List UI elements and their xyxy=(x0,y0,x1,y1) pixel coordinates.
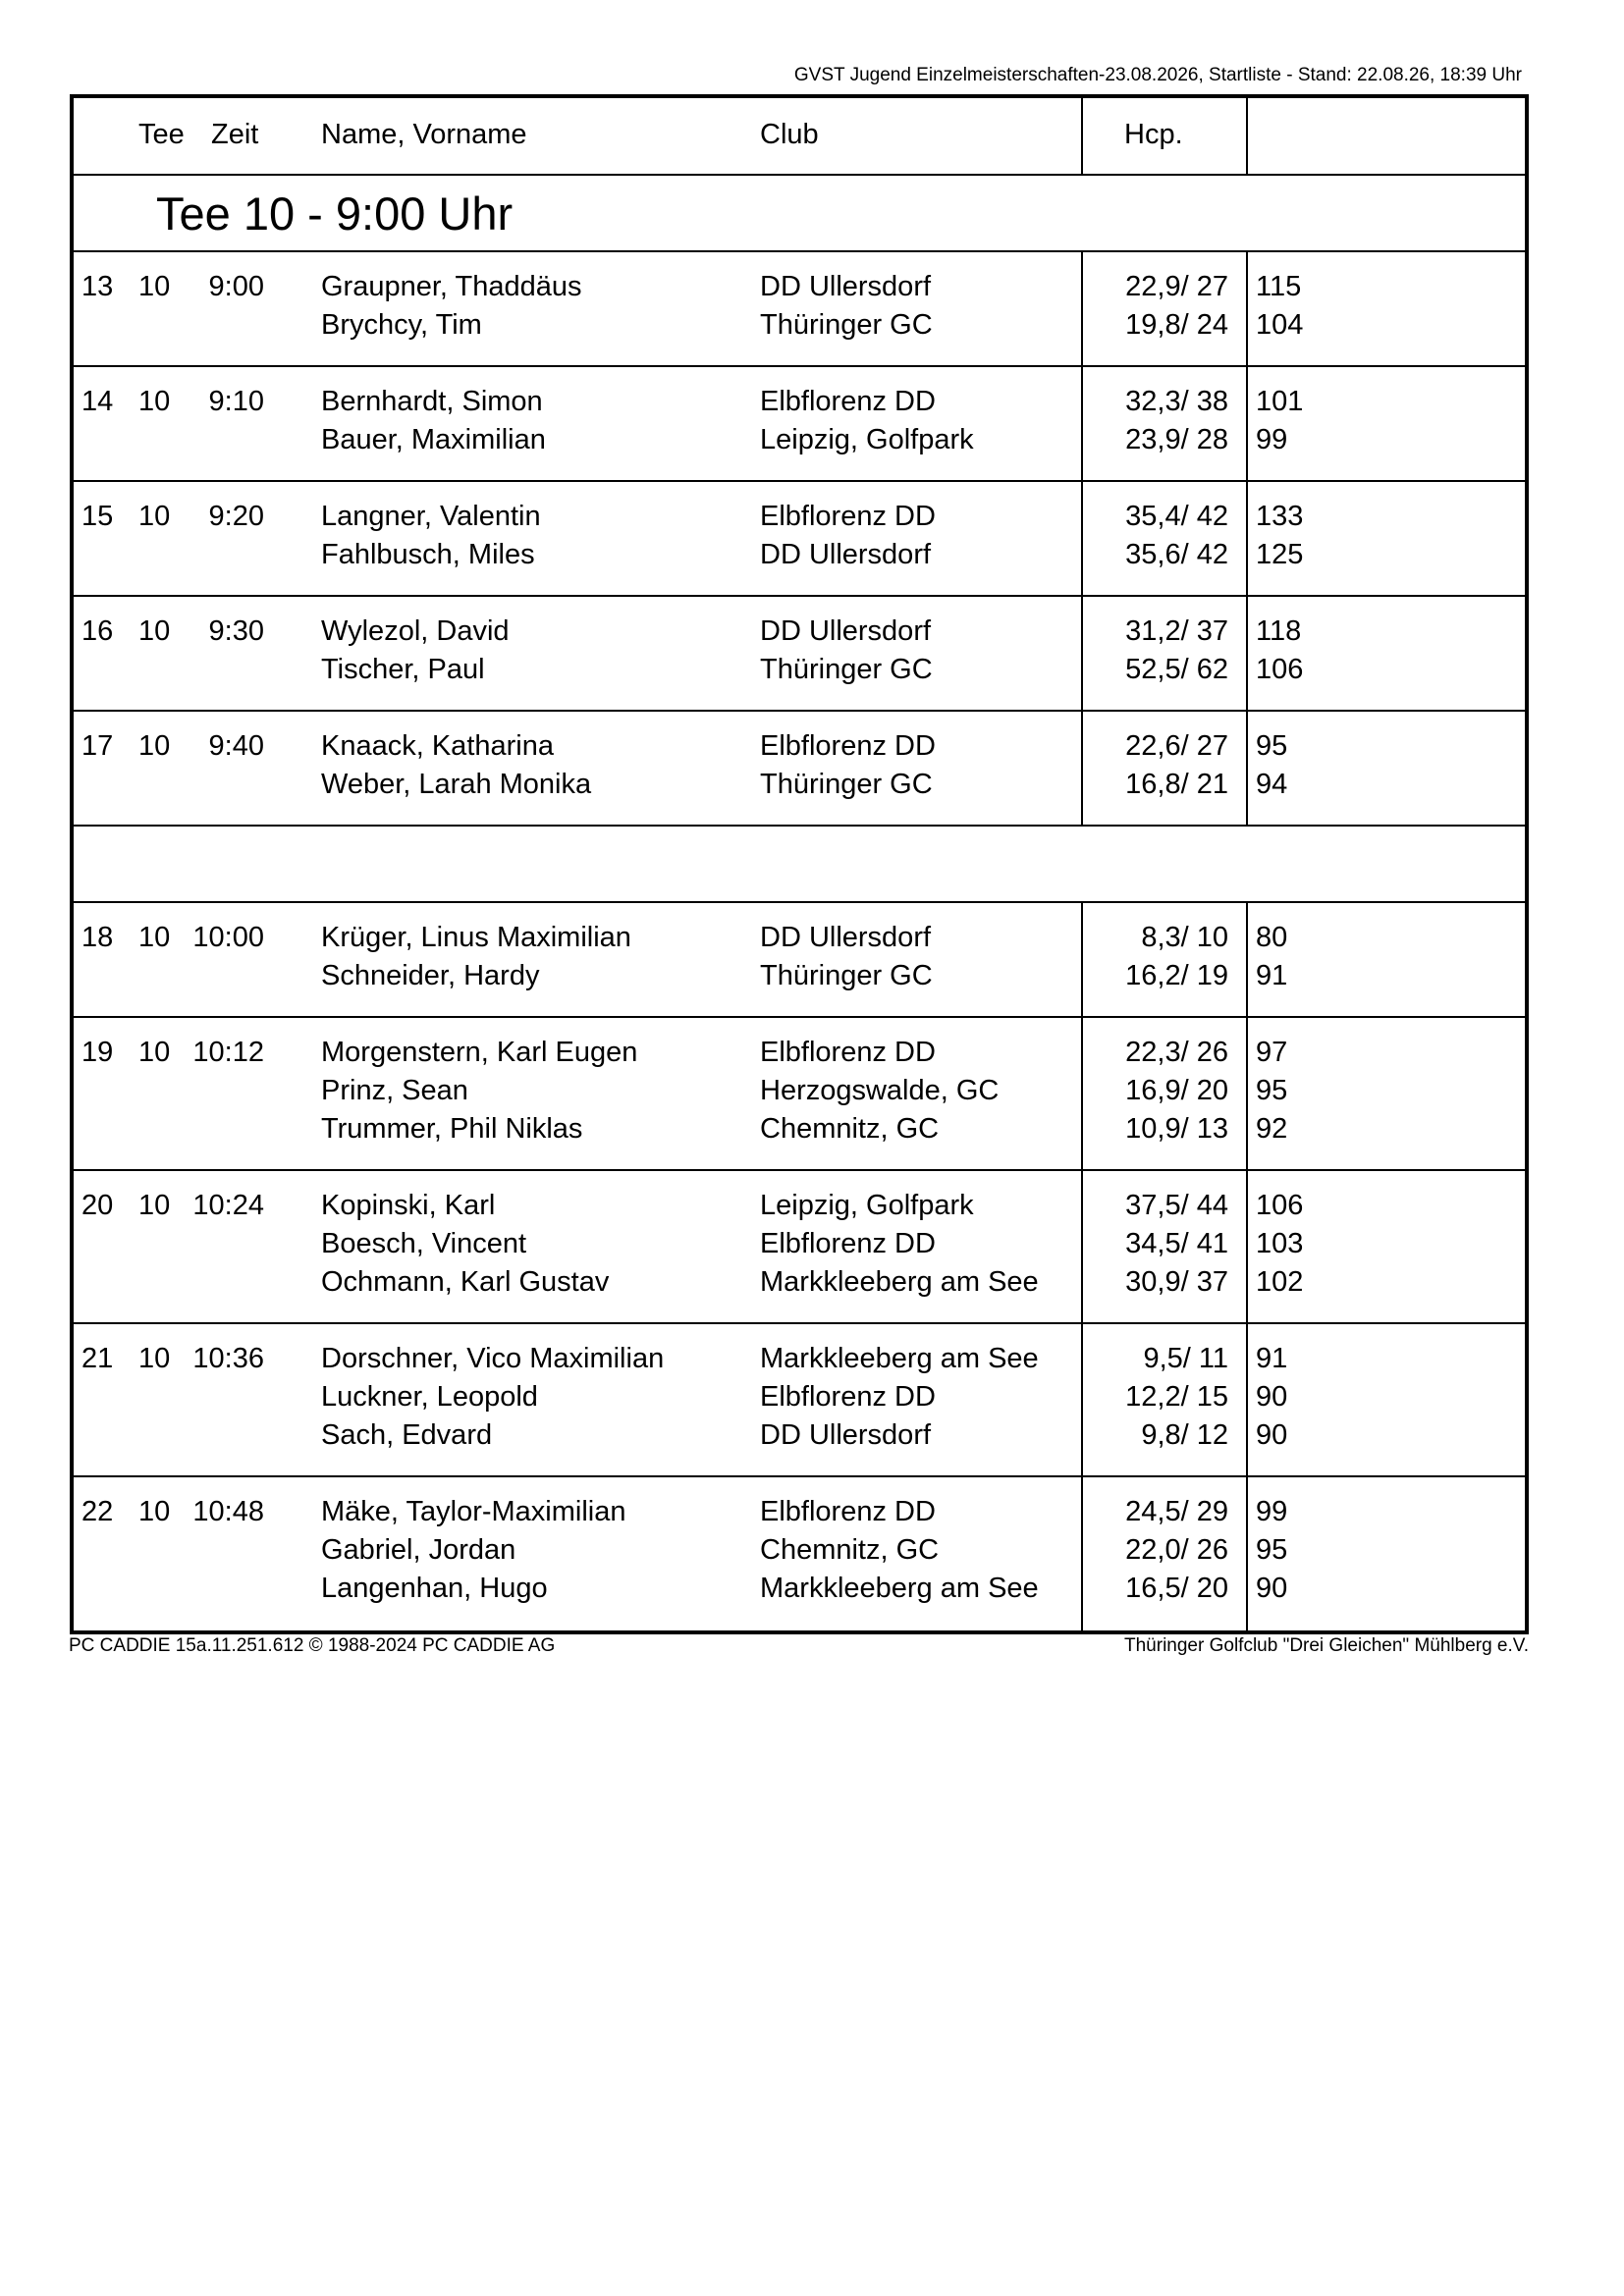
flight-row xyxy=(74,597,1525,712)
player-points: 101 xyxy=(1256,386,1304,417)
player-name: Ochmann, Karl Gustav xyxy=(321,1266,610,1298)
player-hcp: 23,9/ 28 xyxy=(1125,424,1228,455)
player-hcp: 9,8/ 12 xyxy=(1141,1419,1228,1451)
player-points: 92 xyxy=(1256,1113,1288,1145)
player-points: 95 xyxy=(1256,1534,1288,1566)
player-points: 99 xyxy=(1256,424,1288,455)
flight-time: 10:48 xyxy=(192,1496,264,1527)
flight-time: 9:30 xyxy=(208,615,264,647)
flight-number: 17 xyxy=(81,730,114,762)
column-divider xyxy=(1246,482,1248,595)
player-points: 133 xyxy=(1256,501,1304,532)
column-divider xyxy=(1081,1018,1083,1169)
player-hcp: 22,6/ 27 xyxy=(1125,730,1228,762)
player-name: Boesch, Vincent xyxy=(321,1228,527,1259)
flight-row xyxy=(74,1477,1525,1630)
flight-tee: 10 xyxy=(138,730,171,762)
player-hcp: 35,6/ 42 xyxy=(1125,539,1228,570)
player-name: Luckner, Leopold xyxy=(321,1381,538,1413)
player-points: 90 xyxy=(1256,1381,1288,1413)
flight-time: 10:00 xyxy=(192,922,264,953)
column-divider xyxy=(1246,98,1248,174)
col-tee-header: Tee xyxy=(138,119,185,150)
column-header-row xyxy=(74,98,1525,176)
column-divider xyxy=(1246,1477,1248,1630)
column-divider xyxy=(1081,903,1083,1016)
player-hcp: 52,5/ 62 xyxy=(1125,654,1228,685)
flight-row xyxy=(74,367,1525,482)
player-name: Graupner, Thaddäus xyxy=(321,271,582,302)
column-divider xyxy=(1246,712,1248,825)
player-points: 125 xyxy=(1256,539,1304,570)
player-hcp: 16,9/ 20 xyxy=(1125,1075,1228,1106)
flight-number: 14 xyxy=(81,386,114,417)
player-club: Elbflorenz DD xyxy=(760,501,936,532)
column-divider xyxy=(1246,252,1248,365)
flight-tee: 10 xyxy=(138,271,171,302)
flight-row xyxy=(74,903,1525,1018)
column-divider xyxy=(1246,1171,1248,1322)
player-club: Markkleeberg am See xyxy=(760,1266,1039,1298)
player-points: 104 xyxy=(1256,309,1304,341)
flight-time: 10:12 xyxy=(192,1037,264,1068)
flight-time: 9:00 xyxy=(208,271,264,302)
flight-tee: 10 xyxy=(138,1496,171,1527)
flight-number: 19 xyxy=(81,1037,114,1068)
column-divider xyxy=(1081,1477,1083,1630)
footer-club: Thüringer Golfclub "Drei Gleichen" Mühlberg e.V. xyxy=(1124,1635,1529,1656)
player-name: Fahlbusch, Miles xyxy=(321,539,535,570)
flight-number: 22 xyxy=(81,1496,114,1527)
player-hcp: 12,2/ 15 xyxy=(1125,1381,1228,1413)
flight-time: 10:36 xyxy=(192,1343,264,1374)
player-hcp: 19,8/ 24 xyxy=(1125,309,1228,341)
player-club: Chemnitz, GC xyxy=(760,1113,940,1145)
column-divider xyxy=(1081,597,1083,710)
flight-row xyxy=(74,1171,1525,1324)
player-club: Chemnitz, GC xyxy=(760,1534,940,1566)
column-divider xyxy=(1081,98,1083,174)
column-divider xyxy=(1081,712,1083,825)
flight-time: 9:10 xyxy=(208,386,264,417)
player-name: Langenhan, Hugo xyxy=(321,1573,548,1604)
player-name: Langner, Valentin xyxy=(321,501,541,532)
player-points: 80 xyxy=(1256,922,1288,953)
col-hcp-header: Hcp. xyxy=(1124,119,1183,150)
document-header: GVST Jugend Einzelmeisterschaften-23.08.2026, Startliste - Stand: 22.08.26, 18:39 Uhr xyxy=(793,65,1522,85)
player-points: 99 xyxy=(1256,1496,1288,1527)
column-divider xyxy=(1246,903,1248,1016)
player-club: DD Ullersdorf xyxy=(760,1419,932,1451)
player-points: 95 xyxy=(1256,1075,1288,1106)
player-name: Schneider, Hardy xyxy=(321,960,540,991)
player-points: 102 xyxy=(1256,1266,1304,1298)
flight-row xyxy=(74,1324,1525,1477)
player-points: 91 xyxy=(1256,1343,1288,1374)
player-club: Elbflorenz DD xyxy=(760,730,936,762)
col-name-header: Name, Vorname xyxy=(321,119,527,150)
player-name: Tischer, Paul xyxy=(321,654,485,685)
footer-software: PC CADDIE 15a.11.251.612 © 1988-2024 PC CADDIE AG xyxy=(69,1635,556,1656)
flight-tee: 10 xyxy=(138,386,171,417)
flight-tee: 10 xyxy=(138,501,171,532)
section-title: Tee 10 - 9:00 Uhr xyxy=(156,187,514,240)
player-hcp: 24,5/ 29 xyxy=(1125,1496,1228,1527)
player-hcp: 16,5/ 20 xyxy=(1125,1573,1228,1604)
player-points: 115 xyxy=(1256,271,1302,302)
flight-number: 15 xyxy=(81,501,114,532)
player-name: Prinz, Sean xyxy=(321,1075,468,1106)
player-hcp: 16,2/ 19 xyxy=(1125,960,1228,991)
flight-time: 10:24 xyxy=(192,1190,264,1221)
column-divider xyxy=(1081,1171,1083,1322)
player-name: Bernhardt, Simon xyxy=(321,386,543,417)
col-time-header: Zeit xyxy=(211,119,259,150)
player-hcp: 10,9/ 13 xyxy=(1125,1113,1228,1145)
player-club: Thüringer GC xyxy=(760,309,933,341)
flight-tee: 10 xyxy=(138,1190,171,1221)
player-hcp: 16,8/ 21 xyxy=(1125,769,1228,800)
player-points: 103 xyxy=(1256,1228,1304,1259)
flight-tee: 10 xyxy=(138,1037,171,1068)
player-club: Elbflorenz DD xyxy=(760,1381,936,1413)
player-points: 106 xyxy=(1256,654,1304,685)
player-club: Markkleeberg am See xyxy=(760,1573,1039,1604)
player-hcp: 30,9/ 37 xyxy=(1125,1266,1228,1298)
player-name: Gabriel, Jordan xyxy=(321,1534,516,1566)
player-club: Thüringer GC xyxy=(760,960,933,991)
player-name: Bauer, Maximilian xyxy=(321,424,546,455)
player-points: 106 xyxy=(1256,1190,1304,1221)
column-divider xyxy=(1081,1324,1083,1475)
player-name: Morgenstern, Karl Eugen xyxy=(321,1037,638,1068)
player-club: Herzogswalde, GC xyxy=(760,1075,1000,1106)
flight-time: 9:40 xyxy=(208,730,264,762)
player-name: Brychcy, Tim xyxy=(321,309,482,341)
flight-time: 9:20 xyxy=(208,501,264,532)
column-divider xyxy=(1246,1324,1248,1475)
player-name: Trummer, Phil Niklas xyxy=(321,1113,583,1145)
player-club: Elbflorenz DD xyxy=(760,1496,936,1527)
player-points: 91 xyxy=(1256,960,1288,991)
empty-row xyxy=(74,827,1525,903)
flight-number: 13 xyxy=(81,271,114,302)
player-club: Thüringer GC xyxy=(760,654,933,685)
flight-tee: 10 xyxy=(138,1343,171,1374)
player-name: Knaack, Katharina xyxy=(321,730,554,762)
player-name: Kopinski, Karl xyxy=(321,1190,496,1221)
flight-number: 21 xyxy=(81,1343,114,1374)
player-club: Leipzig, Golfpark xyxy=(760,1190,974,1221)
player-club: DD Ullersdorf xyxy=(760,271,932,302)
player-points: 90 xyxy=(1256,1573,1288,1604)
player-hcp: 8,3/ 10 xyxy=(1141,922,1228,953)
flight-row xyxy=(74,712,1525,827)
player-hcp: 9,5/ 11 xyxy=(1143,1343,1228,1374)
flight-number: 18 xyxy=(81,922,114,953)
player-club: Leipzig, Golfpark xyxy=(760,424,974,455)
player-name: Krüger, Linus Maximilian xyxy=(321,922,631,953)
flight-row xyxy=(74,482,1525,597)
player-hcp: 37,5/ 44 xyxy=(1125,1190,1228,1221)
player-hcp: 22,3/ 26 xyxy=(1125,1037,1228,1068)
player-club: DD Ullersdorf xyxy=(760,539,932,570)
flight-number: 16 xyxy=(81,615,114,647)
col-club-header: Club xyxy=(760,119,819,150)
player-club: Elbflorenz DD xyxy=(760,386,936,417)
player-points: 97 xyxy=(1256,1037,1288,1068)
column-divider xyxy=(1246,367,1248,480)
column-divider xyxy=(1246,597,1248,710)
player-hcp: 32,3/ 38 xyxy=(1125,386,1228,417)
player-hcp: 35,4/ 42 xyxy=(1125,501,1228,532)
player-points: 118 xyxy=(1256,615,1302,647)
player-points: 94 xyxy=(1256,769,1288,800)
tee-section-header xyxy=(74,176,1525,252)
column-divider xyxy=(1081,252,1083,365)
flight-number: 20 xyxy=(81,1190,114,1221)
flight-tee: 10 xyxy=(138,922,171,953)
player-name: Dorschner, Vico Maximilian xyxy=(321,1343,665,1374)
player-name: Weber, Larah Monika xyxy=(321,769,592,800)
flight-tee: 10 xyxy=(138,615,171,647)
player-club: Markkleeberg am See xyxy=(760,1343,1039,1374)
start-list-table xyxy=(70,94,1529,1634)
player-hcp: 34,5/ 41 xyxy=(1125,1228,1228,1259)
column-divider xyxy=(1081,482,1083,595)
player-name: Sach, Edvard xyxy=(321,1419,493,1451)
player-name: Mäke, Taylor-Maximilian xyxy=(321,1496,626,1527)
flight-row xyxy=(74,1018,1525,1171)
player-club: DD Ullersdorf xyxy=(760,922,932,953)
player-club: Elbflorenz DD xyxy=(760,1228,936,1259)
player-hcp: 22,0/ 26 xyxy=(1125,1534,1228,1566)
player-hcp: 31,2/ 37 xyxy=(1125,615,1228,647)
player-club: Elbflorenz DD xyxy=(760,1037,936,1068)
player-club: DD Ullersdorf xyxy=(760,615,932,647)
column-divider xyxy=(1246,1018,1248,1169)
player-hcp: 22,9/ 27 xyxy=(1125,271,1228,302)
player-points: 95 xyxy=(1256,730,1288,762)
flight-row xyxy=(74,252,1525,367)
player-club: Thüringer GC xyxy=(760,769,933,800)
column-divider xyxy=(1081,367,1083,480)
player-name: Wylezol, David xyxy=(321,615,510,647)
player-points: 90 xyxy=(1256,1419,1288,1451)
